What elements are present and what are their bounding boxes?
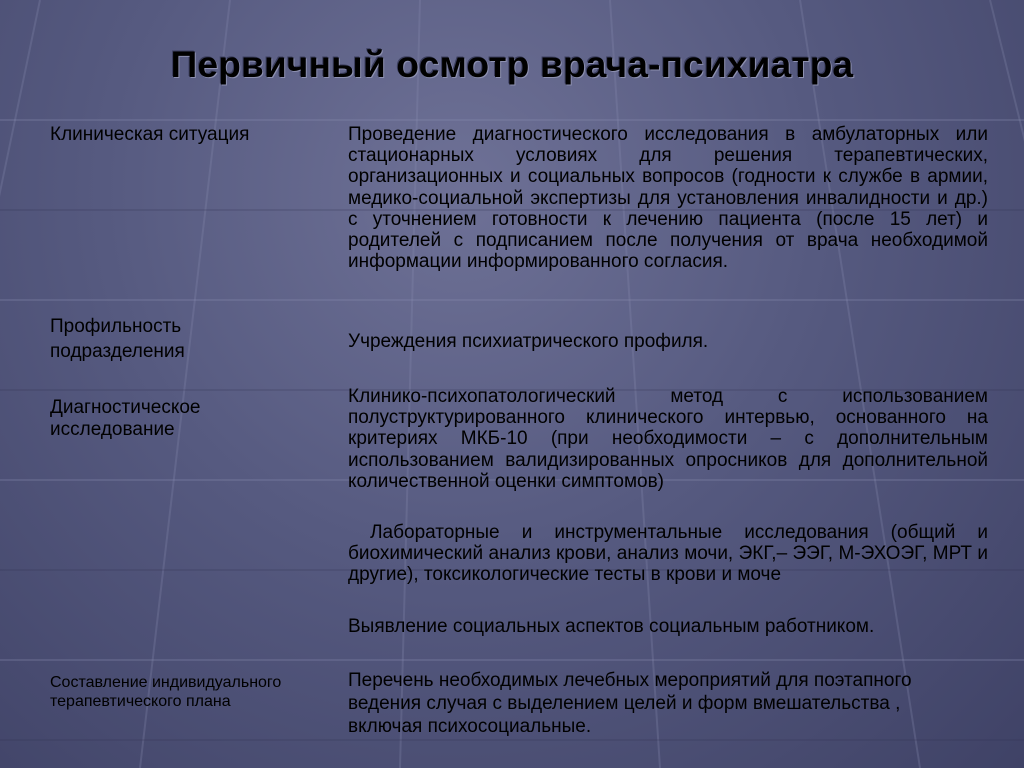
row-text-department-profile: Учреждения психиатрического профиля. [348, 331, 709, 352]
row-text-treatment-plan: Перечень необходимых лечебных мероприятий для поэтапного ведения случая с выделением целей и форм вмешательства , включая психосоциальные. [348, 670, 912, 737]
row-text-lab-studies: Лабораторные и инструментальные исследования (общий и биохимический анализ крови, анализ мочи, ЭКГ,– ЭЭГ, М-ЭХОЭГ, МРТ и другие), токсикологические тесты в крови и моче [348, 522, 994, 586]
row-label-clinical-situation: Клиническая ситуация [50, 124, 250, 145]
row-text-clinical-situation: Проведение диагностического исследования в амбулаторных или стационарных условиях для решения терапевтических, организационных и социальных вопросов (годности к службе в армии, медико-социальной экспертизы для установления инвалидности и др.) с уточнением готовности к лечению пациента (после 15 лет) и родителей с подписанием после получения от врача необходимой информации информированного согласия. [348, 124, 988, 273]
slide-title: Первичный осмотр врача-психиатра [170, 44, 854, 85]
row-label-treatment-plan: Составление индивидуального терапевтического плана [50, 674, 282, 710]
label-line: подразделения [50, 341, 185, 362]
label-line: Профильность [50, 316, 182, 337]
row-text-diagnostic-method: Клинико-психопатологический метод с использованием полуструктурированного клинического интервью, основанного на критериях МКБ-10 (при необходимости – с дополнительным использованием валидизированных опросников для дополнительной количественной оценки симптомов) [348, 386, 988, 492]
row-label-department-profile [50, 314, 310, 364]
row-text-social-aspects: Выявление социальных аспектов социальным работником. [348, 616, 875, 637]
row-label-diagnostic-study: Диагностическое исследование [50, 397, 201, 440]
